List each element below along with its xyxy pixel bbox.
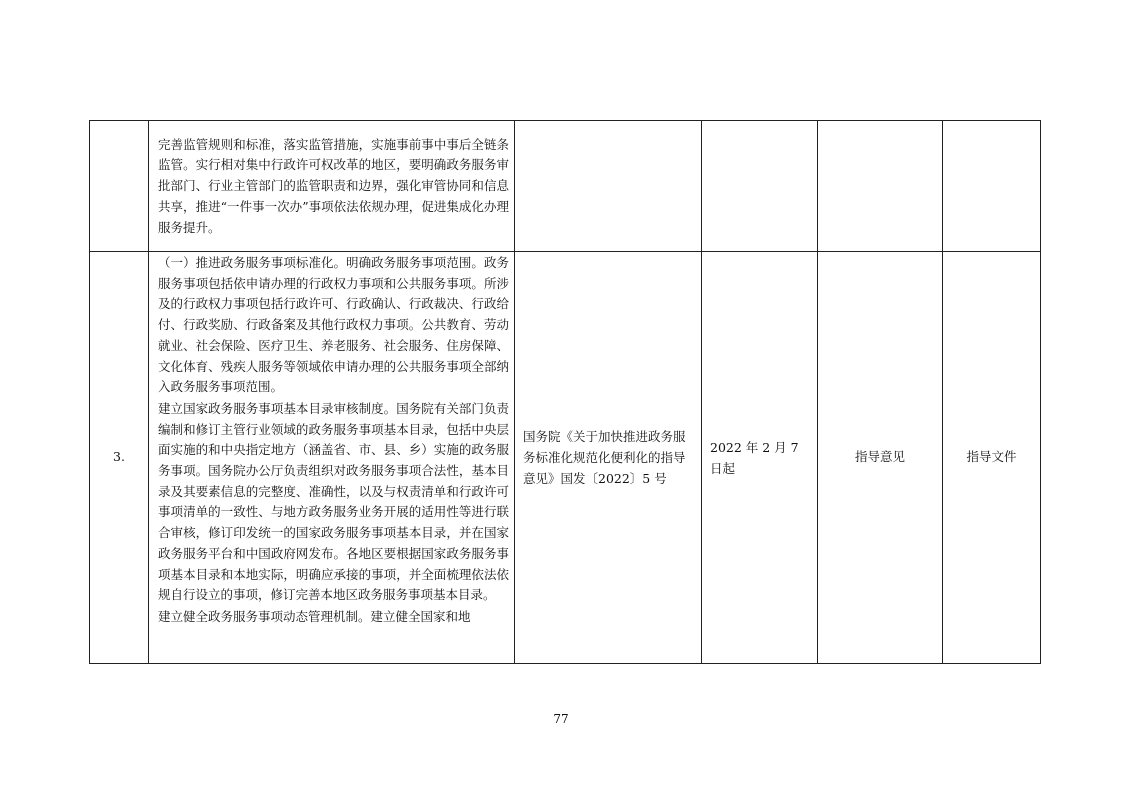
doc-type-cell — [943, 121, 1041, 252]
content-cell — [149, 121, 515, 252]
source-cell — [515, 121, 702, 252]
table-row — [90, 252, 1041, 664]
date-text: 2022 年 2 月 7 日起 — [710, 439, 799, 476]
content-paragraph: （一）推进政务服务事项标准化。明确政务服务事项范围。政务服务事项包括依申请办理的行政权力事项和公共服务事项。所涉及的行政权力事项包括行政许可、行政确认、行政裁决、行政给付、行政奖励、行政备案及其他行政权力事项。公共教育、劳动就业、社会保险、医疗卫生、养老服务、社会服务、住房保障、文化体育、残疾人服务等领域依申请办理的公共服务事项全部纳入政务服务事项范围。 — [158, 255, 509, 395]
date-cell — [702, 121, 818, 252]
source-text: 国务院《关于加快推进政务服务标准化规范化便利化的指导意见》国发〔2022〕5 号 — [523, 429, 686, 486]
regulation-table — [89, 120, 1041, 664]
page-number: 77 — [553, 712, 569, 726]
source-cell — [515, 252, 702, 664]
content-cell — [149, 252, 515, 664]
category-cell: 指导意见 — [818, 252, 943, 664]
content-paragraph: 建立健全政务服务事项动态管理机制。建立健全国家和地 — [158, 608, 471, 624]
row-number-cell — [90, 121, 149, 252]
table-row — [90, 121, 1041, 252]
date-cell — [702, 252, 818, 664]
content-paragraph: 完善监管规则和标准，落实监管措施，实施事前事中事后全链条监管。实行相对集中行政许可权改革的地区，要明确政务服务审批部门、行业主管部门的监管职责和边界，强化审管协同和信息共享，推进“一件事一次办”事项依法依规办理，促进集成化办理服务提升。 — [158, 136, 509, 235]
row-number-cell: 3. — [90, 252, 149, 664]
category-cell — [818, 121, 943, 252]
content-paragraph: 建立国家政务服务事项基本目录审核制度。国务院有关部门负责编制和修订主管行业领域的政务服务事项基本目录，包括中央层面实施的和中央指定地方（涵盖省、市、县、乡）实施的政务服务事项。国务院办公厅负责组织对政务服务事项合法性，基本目录及其要素信息的完整度、准确性，以及与权责清单和行政许可事项清单的一致性、与地方政务服务业务开展的适用性等进行联合审核，修订印发统一的国家政务服务事项基本目录，并在国家政务服务平台和中国政府网发布。各地区要根据国家政务服务事项基本目录和本地实际，明确应承接的事项，并全面梳理依法依规自行设立的事项，修订完善本地区政务服务事项基本目录。 — [158, 400, 509, 603]
doc-type-cell: 指导文件 — [943, 252, 1041, 664]
